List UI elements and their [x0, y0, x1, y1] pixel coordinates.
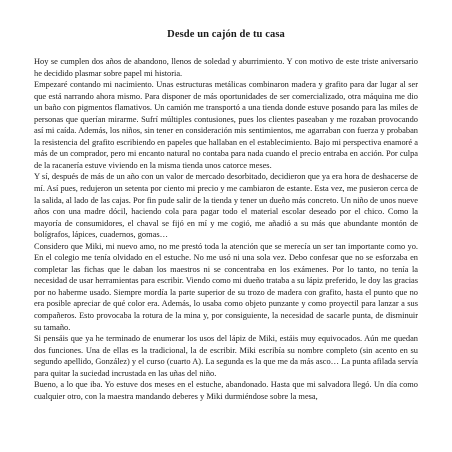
paragraph: Hoy se cumplen dos años de abandono, llenos de soledad y aburrimiento. Y con motivo de este triste aniversario he decidido plasmar sobre papel mi historia.: [34, 57, 418, 78]
paragraph: Empezaré contando mi nacimiento. Unas estructuras metálicas combinaron madera y grafito para dar lugar al ser que está narrando ahora mismo. Para disponer de más oportunidades de ser comercializado, otra máquina me dio un baño con pigmentos flamativos. Un camión me transportó a una tienda donde estuve posando para las miles de personas que querían mirarme. Sufrí múltiples contusiones, pues los clientes paseaban y me rozaban provocando así mi caída. Además, los niños, sin tener en consideración mis sentimientos, me agarraban con fuerza y probaban la resistencia del grafito escribiendo en papeles que hallaban en el establecimiento. Bajo mi perspectiva enamoré a más de un comprador, pero mi encanto natural no contaba para nada cuando el precio entraba en acción. Por culpa de la racanería estuve viviendo en la misma tienda unos catorce meses.: [34, 80, 418, 170]
document-body: [34, 56, 418, 402]
paragraph: Y sí, después de más de un año con un valor de mercado desorbitado, decidieron que ya era hora de deshacerse de mí. Así pues, redujeron un setenta por ciento mi precio y me cambiaron de estante. Esta vez, me pusieron cerca de la salida, al lado de las cajas. Por fin pude salir de la tienda y tener un dueño más concreto. Un niño de unos nueve años con una madre dócil, haciendo cola para pagar todo el material escolar deseado por el chico. Como la mayoría de consumidores, el chaval se fijó en mí y me cogió, me añadió a su más que abundante montón de bolígrafos, lápices, cuadernos, gomas…: [34, 172, 418, 240]
paragraph: Bueno, a lo que iba. Yo estuve dos meses en el estuche, abandonado. Hasta que mi salvadora llegó. Un día como cualquier otro, con la maestra mandando deberes y Miki durmiéndose sobre la mesa,: [34, 380, 418, 401]
document-title: Desde un cajón de tu casa: [167, 29, 285, 40]
paragraph: Considero que Miki, mi nuevo amo, no me prestó toda la atención que se merecía un ser tan importante como yo. En el colegio me tenía olvidado en el estuche. No me usó ni una sola vez. Debo confesar que no se esforzaba en completar las fichas que le daban los maestros ni se concentraba en los exámenes. Por lo tanto, no tenía la necesidad de usar herramientas para escribir. Viendo como mi dueño trataba a su lápiz preferido, le doy las gracias por no haberme usado. Siempre mordía la parte superior de su trozo de madera con grafito, hasta el punto que no era posible apreciar de qué color era. Además, lo usaba como objeto punzante y como proyectil para lanzar a sus compañeros. Esto provocaba la rotura de la mina y, por consiguiente, la necesidad de sacarle punta, de disminuir su tamaño.: [34, 241, 418, 332]
paragraph: Si pensáis que ya he terminado de enumerar los usos del lápiz de Miki, estáis muy equivocados. Aún me quedan dos funciones. Una de ellas es la tradicional, la de escribir. Miki escribía su nombre completo (sin acento en su segundo apellido, González) y el curso (cuarto A). La segunda es la que me da más asco… La punta afilada servía para quitar la suciedad incrustada en las uñas del niño.: [34, 334, 418, 378]
